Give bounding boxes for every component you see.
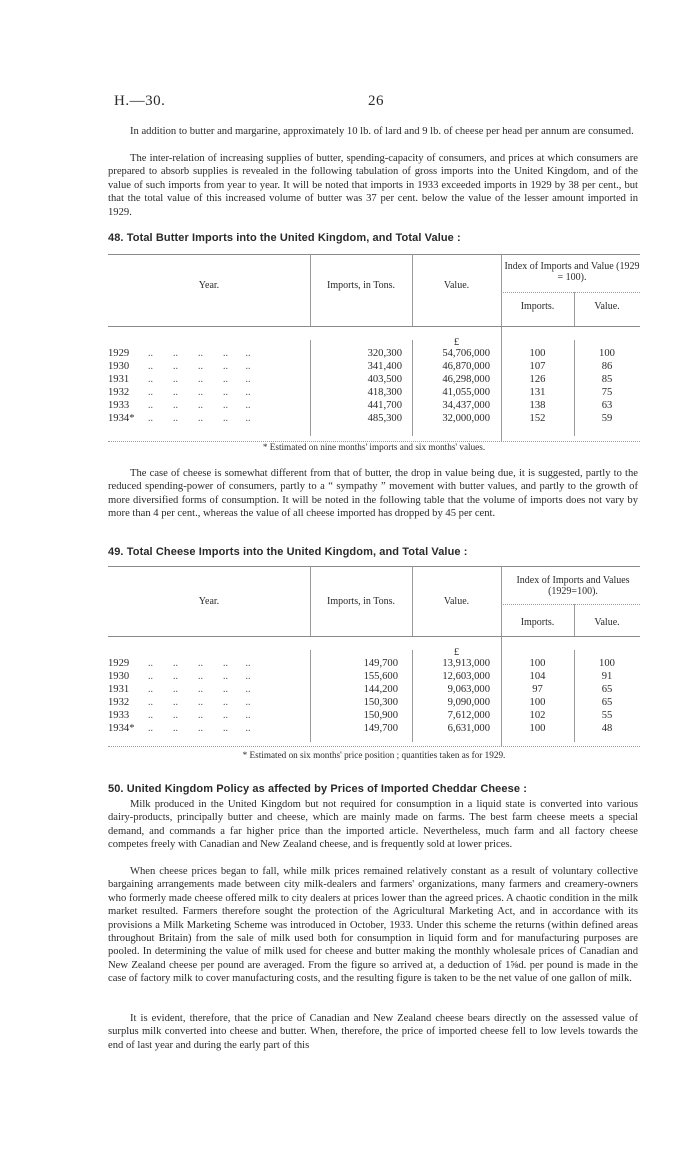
header-index-imports: Imports. (520, 617, 555, 628)
cell-imports: 485,300 (367, 413, 402, 424)
butter-table-title: 48. Total Butter Imports into the United Kingdom, and Total Value : (108, 232, 461, 244)
cell-year: 1931 (108, 374, 130, 385)
cell-year: 1934* (108, 413, 135, 424)
header-imports-tons: Imports, in Tons. (326, 280, 395, 291)
leader-dots: .. .. .. .. .. (148, 400, 251, 411)
cell-year: 1930 (108, 361, 130, 372)
currency-symbol: £ (453, 647, 460, 658)
cell-value: 13,913,000 (442, 658, 490, 669)
cell-value: 12,603,000 (442, 671, 490, 682)
cell-index-value: 100 (599, 348, 615, 359)
cell-imports: 341,400 (367, 361, 402, 372)
leader-dots: .. .. .. .. .. (148, 697, 251, 708)
cell-value: 9,090,000 (447, 697, 490, 708)
cell-year: 1931 (108, 684, 130, 695)
page-number: 26 (368, 93, 384, 109)
cell-imports: 320,300 (367, 348, 402, 359)
leader-dots: .. .. .. .. .. (148, 710, 251, 721)
cell-value: 34,437,000 (442, 400, 490, 411)
leader-dots: .. .. .. .. .. (148, 348, 251, 359)
cheese-imports-table (108, 566, 640, 758)
cell-index-imports: 100 (529, 723, 546, 734)
header-index-value: Value. (594, 301, 620, 312)
cell-index-value: 86 (601, 361, 613, 372)
cell-index-value: 91 (601, 671, 613, 682)
cell-index-value: 65 (601, 697, 613, 708)
cell-imports: 403,500 (367, 374, 402, 385)
header-year: Year. (198, 280, 220, 291)
leader-dots: .. .. .. .. .. (148, 684, 251, 695)
leader-dots: .. .. .. .. .. (148, 723, 251, 734)
cell-value: 46,298,000 (442, 374, 490, 385)
cell-index-value: 55 (601, 710, 613, 721)
cell-imports: 150,300 (363, 697, 398, 708)
cell-index-value: 48 (601, 723, 613, 734)
cell-index-imports: 138 (529, 400, 546, 411)
cheese-table-footnote: * Estimated on six months' price position ; quantities taken as for 1929. (242, 750, 506, 760)
cell-year: 1932 (108, 697, 130, 708)
cell-value: 6,631,000 (447, 723, 490, 734)
cell-index-imports: 107 (529, 361, 546, 372)
leader-dots: .. .. .. .. .. (148, 374, 251, 385)
cheese-table-title: 49. Total Cheese Imports into the United Kingdom, and Total Value : (108, 546, 468, 558)
section-50-paragraph-3: It is evident, therefore, that the price of Canadian and New Zealand cheese bears directly on the assessed value of surplus milk converted into cheese and butter. When, therefore, the price of imported cheese fell to low levels towards the end of last year and during the early part of this (108, 1013, 638, 1051)
cell-imports: 149,700 (363, 658, 398, 669)
cell-index-imports: 100 (529, 348, 546, 359)
cell-year: 1929 (108, 348, 130, 359)
header-index-value: Value. (594, 617, 620, 628)
cell-index-imports: 102 (529, 710, 546, 721)
cell-imports: 144,200 (363, 684, 398, 695)
cell-imports: 418,300 (367, 387, 402, 398)
cell-index-imports: 100 (529, 658, 546, 669)
cell-index-value: 63 (601, 400, 613, 411)
currency-symbol: £ (453, 337, 460, 348)
cell-value: 32,000,000 (442, 413, 490, 424)
butter-imports-table (108, 254, 640, 454)
leader-dots: .. .. .. .. .. (148, 387, 251, 398)
cell-index-imports: 152 (529, 413, 546, 424)
cell-index-imports: 126 (529, 374, 546, 385)
cell-index-value: 75 (601, 387, 613, 398)
section-50-title: 50. United Kingdom Policy as affected by Prices of Imported Cheddar Cheese : (108, 783, 527, 795)
header-year: Year. (198, 596, 220, 607)
cell-value: 54,706,000 (442, 348, 490, 359)
cell-index-imports: 97 (532, 684, 543, 695)
cheese-intro-paragraph: The case of cheese is somewhat different from that of butter, the drop in value being due, it is suggested, partly to the reduced spending-power of consumers, partly to a “ sympathy ” movement with butter values, and partly to the growth of more diversified forms of consumption. It will be noted in the following table that the volume of imports does not vary by more than 4 per cent., whereas the value of all cheese imported has dropped by 45 per cent. (108, 468, 638, 520)
header-value: Value. (443, 596, 470, 607)
cell-imports: 441,700 (367, 400, 402, 411)
cell-value: 41,055,000 (442, 387, 490, 398)
leader-dots: .. .. .. .. .. (148, 671, 251, 682)
cell-index-value: 100 (599, 658, 615, 669)
cell-index-imports: 104 (529, 671, 546, 682)
cell-index-imports: 100 (529, 697, 546, 708)
leader-dots: .. .. .. .. .. (148, 413, 251, 424)
cell-index-value: 59 (601, 413, 613, 424)
cell-index-value: 65 (601, 684, 613, 695)
cell-year: 1930 (108, 671, 130, 682)
section-50-paragraph-1: Milk produced in the United Kingdom but not required for consumption in a liquid state is converted into various dairy-products, principally butter and cheese, which are mainly made on farms. The best farm cheese meets a special demand, and commands a far higher price than the imported article. Nevertheless, much farm and all factory cheese competes freely with Canadian and New Zealand cheese, and is frequently sold at lower prices. (108, 799, 638, 851)
header-value: Value. (443, 280, 470, 291)
section-50-paragraph-2: When cheese prices began to fall, while milk prices remained relatively constant as a result of voluntary collective bargaining arrangements made between city milk-dealers and farmers' organizations, many farmers and creamery-owners who formerly made cheese offered milk to city dealers at prices lower than the agreed prices. A chaotic condition in the milk market resulted. Farmers therefore sought the protection of the Agricultural Marketing Act, and in accordance with its provisions a Milk Marketing Scheme was introduced in October, 1933. Under this scheme the returns (within defined areas throughout Britain) from the sale of milk used both for consumption in liquid form and for manufacturing purposes are pooled. In determining the value of milk used for cheese and butter making the monthly wholesale prices of Canadian and New Zealand cheese per pound are averaged. From the figure so arrived at, a deduction of 1⅝d. per pound is made in the case of factory milk to cover manufacturing costs, and the resulting figure is taken to be the net value of one gallon of milk. (108, 866, 638, 985)
cell-imports: 150,900 (363, 710, 398, 721)
cell-year: 1933 (108, 400, 130, 411)
header-imports-tons: Imports, in Tons. (326, 596, 395, 607)
cell-index-imports: 131 (529, 387, 546, 398)
intro-paragraph-2: The inter-relation of increasing supplies of butter, spending-capacity of consumers, and prices at which consumers are prepared to absorb supplies is revealed in the following tabulation of gross imports into the United Kingdom, and of the value of such imports from year to year. It will be noted that imports in 1933 exceeded imports in 1929 by 38 per cent., but that the total value of this increased volume of butter was 37 per cent. below the value of the lesser amount imported in 1929. (108, 153, 638, 218)
butter-table-footnote: * Estimated on nine months' imports and six months' values. (262, 442, 486, 452)
header-index-group: Index of Imports and Values (1929=100). (516, 575, 630, 597)
cell-value: 9,063,000 (447, 684, 490, 695)
cell-value: 46,870,000 (442, 361, 490, 372)
cell-year: 1932 (108, 387, 130, 398)
cell-imports: 155,600 (363, 671, 398, 682)
cell-index-value: 85 (601, 374, 613, 385)
header-index-group: Index of Imports and Value (1929 = 100). (504, 261, 640, 283)
cell-year: 1929 (108, 658, 130, 669)
leader-dots: .. .. .. .. .. (148, 361, 251, 372)
document-reference: H.—30. (114, 93, 166, 109)
leader-dots: .. .. .. .. .. (148, 658, 251, 669)
cell-imports: 149,700 (363, 723, 398, 734)
cell-value: 7,612,000 (447, 710, 490, 721)
cell-year: 1933 (108, 710, 130, 721)
intro-paragraph-1: In addition to butter and margarine, approximately 10 lb. of lard and 9 lb. of cheese per head per annum are consumed. (130, 126, 634, 137)
cell-year: 1934* (108, 723, 135, 734)
header-index-imports: Imports. (520, 301, 555, 312)
